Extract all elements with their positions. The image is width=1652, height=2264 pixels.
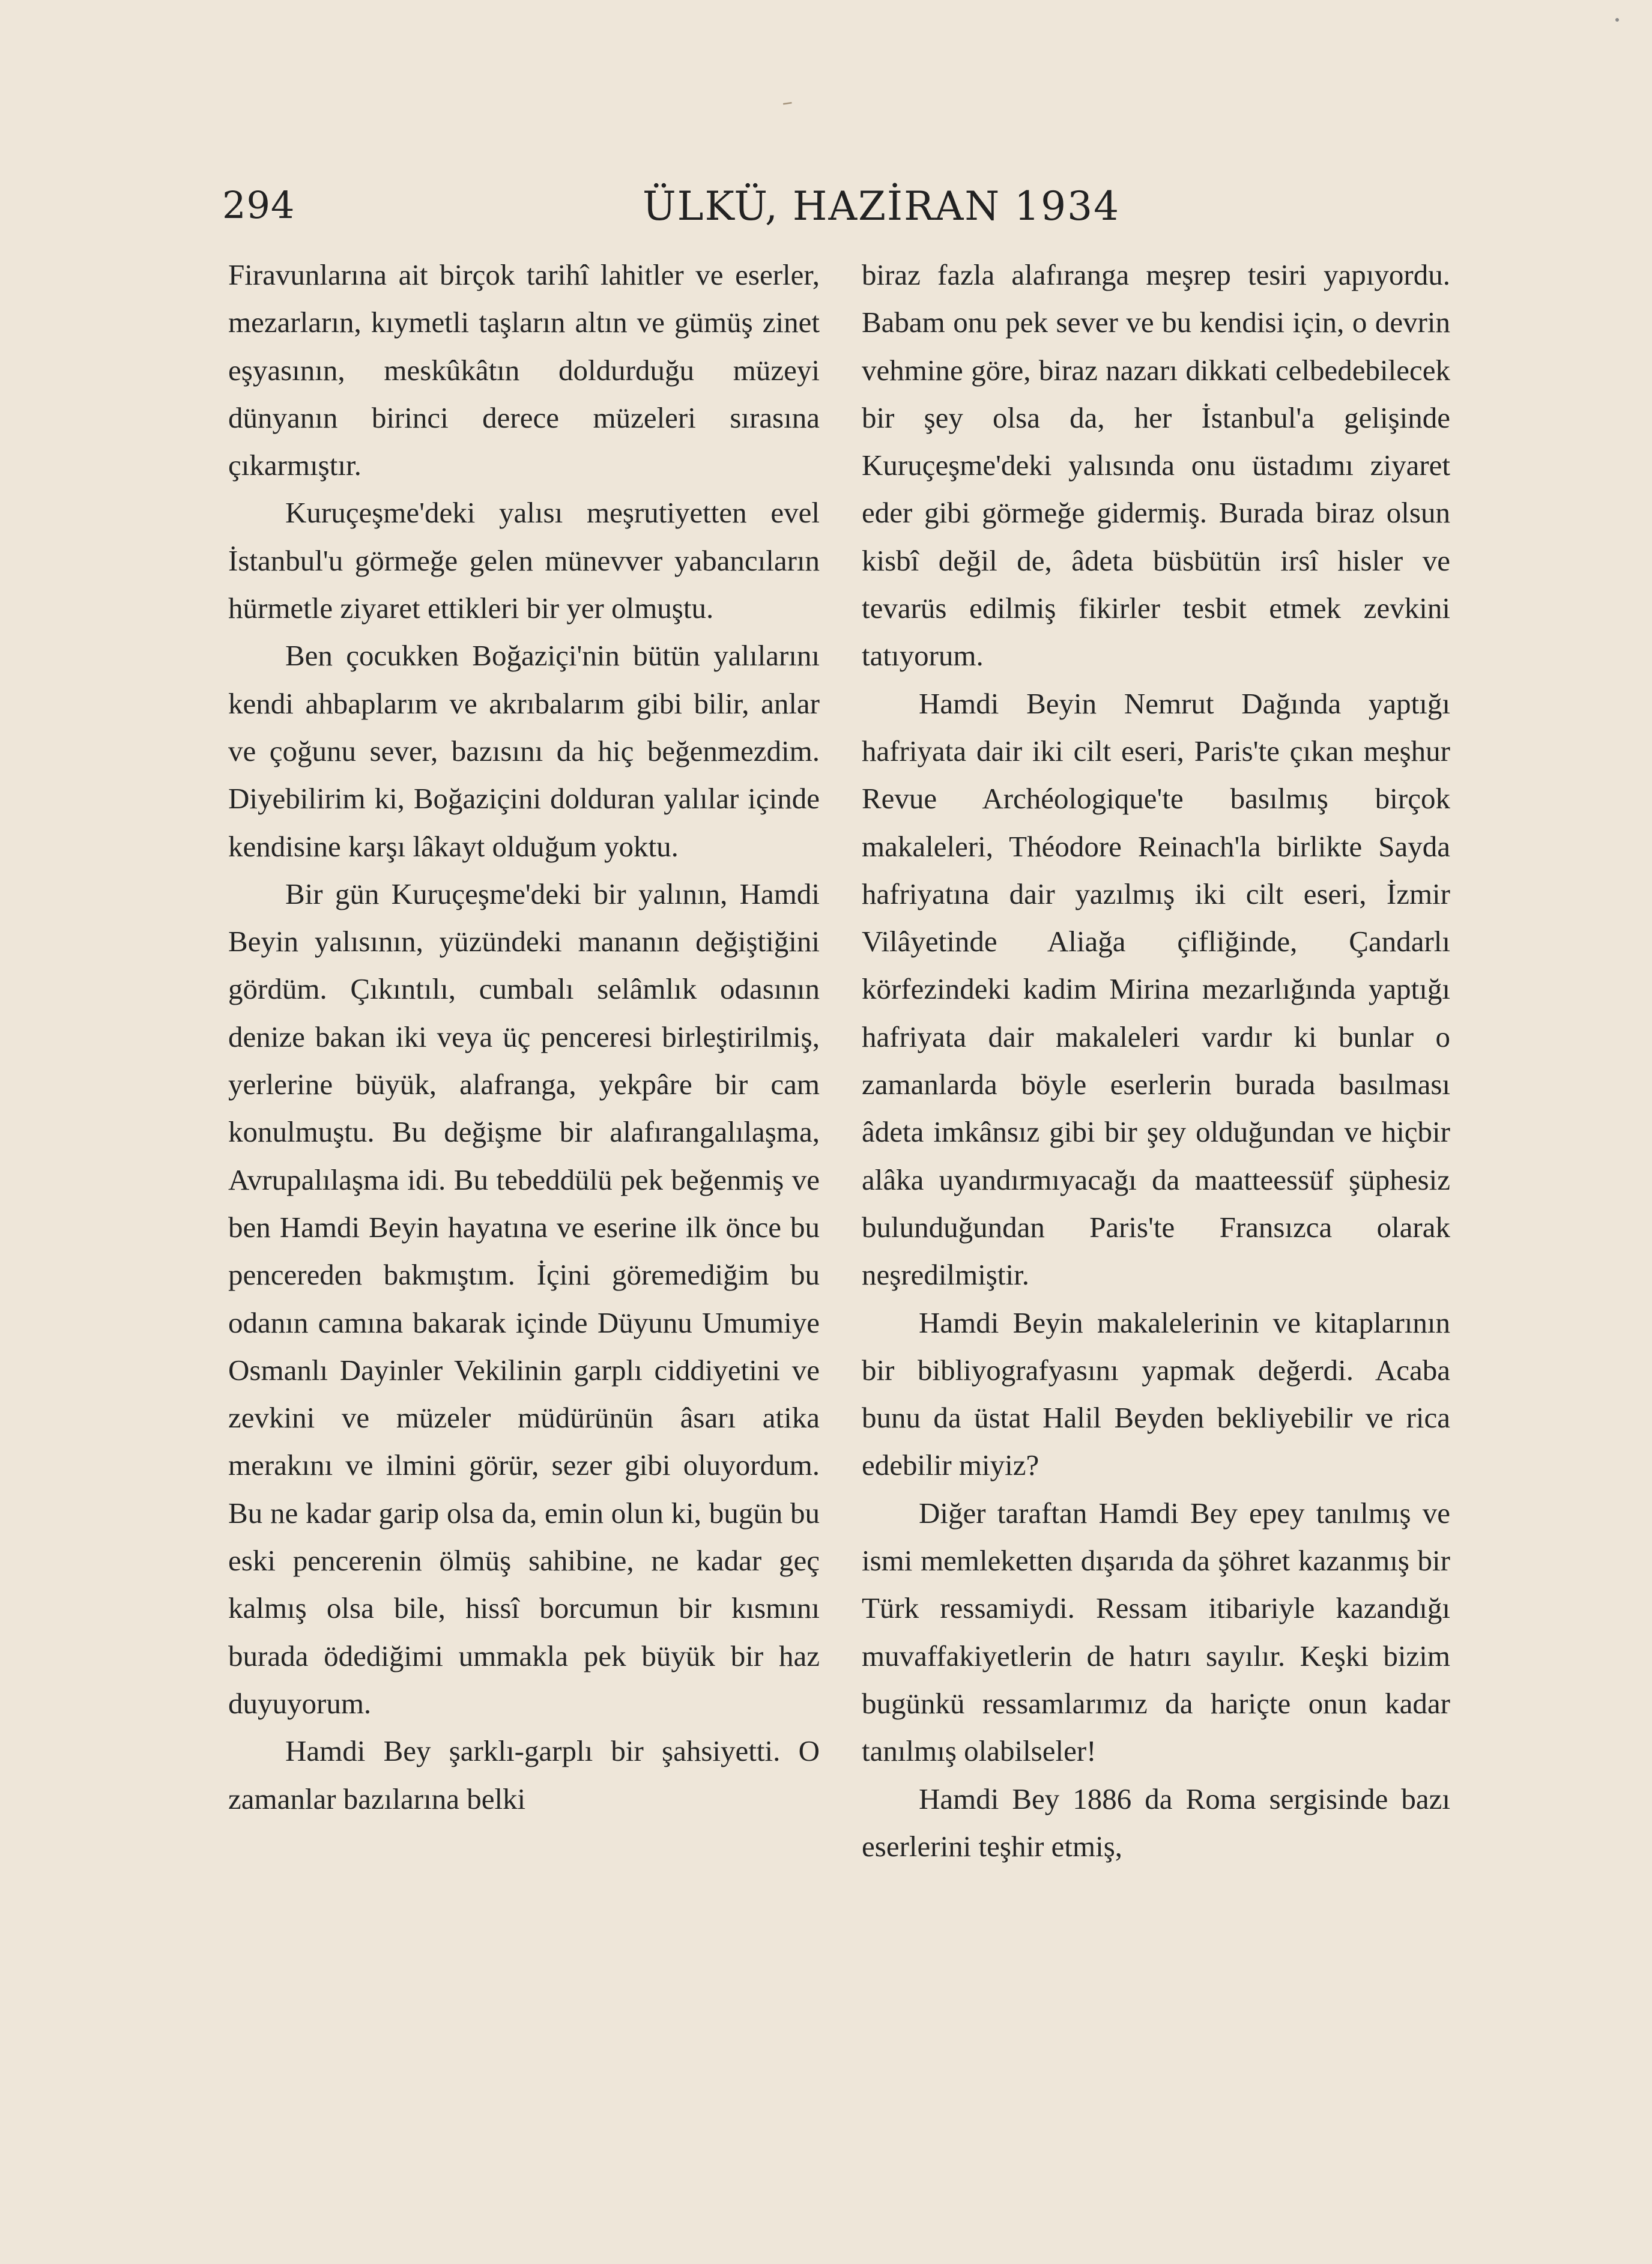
margin-dot xyxy=(1615,18,1619,22)
paragraph: Hamdi Beyin Nemrut Dağında yaptığı hafriyata dair iki cilt eseri, Paris'te çıkan meşhur Revue Archéologique'te basılmış birçok makaleleri, Théodore Reinach'la birlikte Sayda hafriyatına dair yazılmış iki cilt eseri, İzmir Vilâyetinde Aliağa çifliğinde, Çandarlı körfezindeki kadim Mirina mezarlığında yaptığı hafriyata dair makaleleri vardır ki bunlar o zamanlarda böyle eserlerin burada basılması âdeta imkânsız gibi bir şey olduğundan ve hiçbir alâka uyandırmıyacağı da maatteessüf şüphesiz bulunduğundan Paris'te Fransızca olarak neşredilmiştir. xyxy=(862,686,1450,1292)
page-number: 294 xyxy=(222,183,295,227)
paragraph: Hamdi Bey şarklı-garplı bir şahsiyetti. O zamanlar bazılarına belki xyxy=(228,1734,820,1815)
right-column xyxy=(862,251,1450,1870)
paragraph: Ben çocukken Boğaziçi'nin bütün yalılarını kendi ahbaplarım ve akrıbalarım gibi bilir, anlar ve çoğunu sever, bazısını da hiç beğenmezdim. Diyebilirim ki, Boğaziçini dolduran yalılar içinde kendisine karşı lâkayt olduğum yoktu. xyxy=(228,639,820,863)
left-column xyxy=(228,251,820,1823)
journal-title: ÜLKÜ, HAZİRAN 1934 xyxy=(643,183,1121,229)
paragraph: biraz fazla alafıranga meşrep tesiri yapıyordu. Babam onu pek sever ve bu kendisi için, o devrin vehmine göre, biraz nazarı dikkati celbedebilecek bir şey olsa da, her İstanbul'a gelişinde Kuruçeşme'deki yalısında onu üstadımı ziyaret eder gibi görmeğe gidermiş. Burada biraz olsun kisbî değil de, âdeta büsbütün irsî hisler ve tevarüs edilmiş fikirler tesbit etmek zevkini tatıyorum. xyxy=(862,258,1450,673)
paragraph: Firavunlarına ait birçok tarihî lahitler ve eserler, mezarların, kıymetli taşların altın ve gümüş zinet eşyasının, meskûkâtın doldurduğu müzeyi dünyanın birinci derece müzeleri sırasına çıkarmıştır. xyxy=(228,258,820,482)
paragraph: Hamdi Beyin makalelerinin ve kitaplarının bir bibliyografyasını yapmak değerdi. Acaba bunu da üstat Halil Beyden bekliyebilir ve rica edebilir miyiz? xyxy=(862,1306,1450,1482)
paragraph: Kuruçeşme'deki yalısı meşrutiyetten evel İstanbul'u görmeğe gelen münevver yabancıların hürmetle ziyaret ettikleri bir yer olmuştu. xyxy=(228,496,820,625)
pencil-mark: – xyxy=(780,89,794,116)
page-header xyxy=(222,183,1435,249)
paragraph: Diğer taraftan Hamdi Bey epey tanılmış ve ismi memleketten dışarıda da şöhret kazanmış bir Türk ressamiydi. Ressam itibariyle kazandığı muvaffakiyetlerin de hatırı sayılır. Keşki bizim bugünkü ressamlarımız da hariçte onun kadar tanılmış olabilseler! xyxy=(862,1496,1450,1768)
paragraph: Bir gün Kuruçeşme'deki bir yalının, Hamdi Beyin yalısının, yüzündeki mananın değiştiğini gördüm. Çıkıntılı, cumbalı selâmlık odasının denize bakan iki veya üç penceresi birleştirilmiş, yerlerine büyük, alafranga, yekpâre bir cam konulmuştu. Bu değişme bir alafırangalılaşma, Avrupalılaşma idi. Bu tebeddülü pek beğenmiş ve ben Hamdi Beyin hayatına ve eserine ilk önce bu pencereden bakmıştım. İçini göremediğim bu odanın camına bakarak içinde Düyunu Umumiye Osmanlı Dayinler Vekilinin garplı ciddiyetini ve zevkini ve müzeler müdürünün âsarı atika merakını ve ilmini görür, sezer gibi oluyordum. Bu ne kadar garip olsa da, emin olun ki, bugün bu eski pencerenin ölmüş sahibine, ne kadar geç kalmış olsa bile, hissî borcumun bir kısmını burada ödediğimi ummakla pek büyük bir haz duyuyorum. xyxy=(228,877,820,1720)
paragraph: Hamdi Bey 1886 da Roma sergisinde bazı eserlerini teşhir etmiş, xyxy=(862,1782,1450,1863)
